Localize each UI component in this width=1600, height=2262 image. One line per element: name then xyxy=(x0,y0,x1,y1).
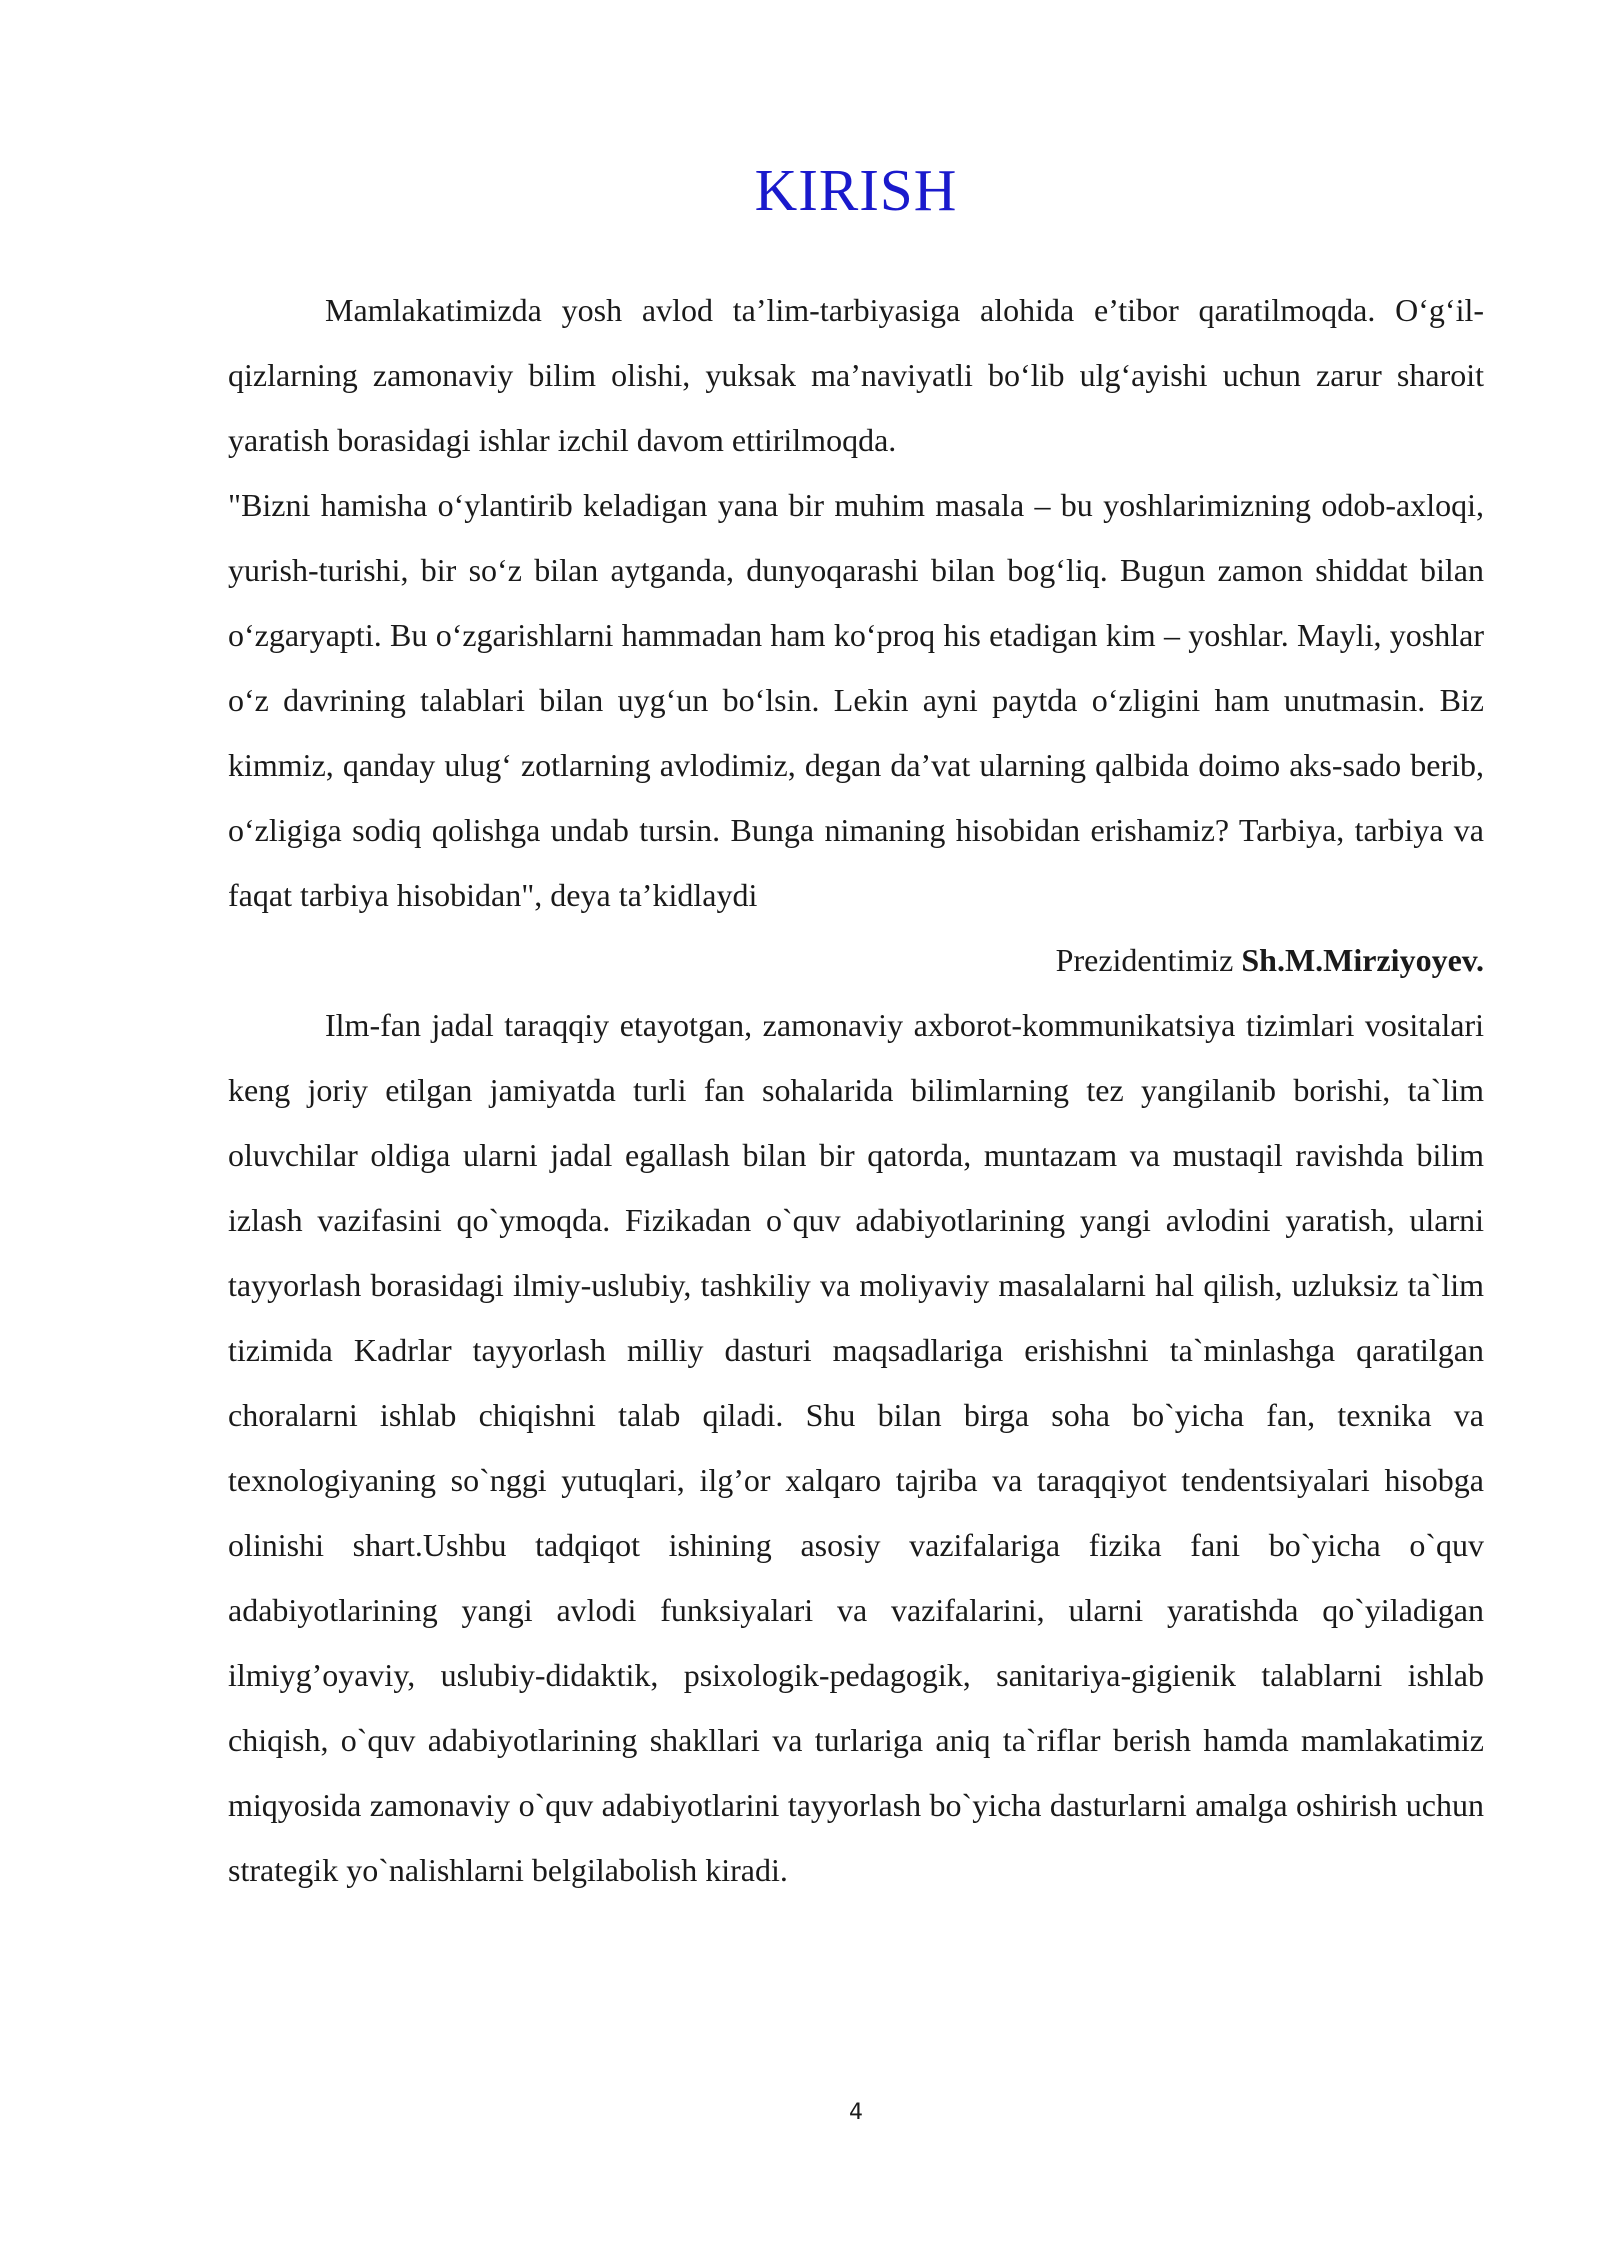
intro-paragraph: Mamlakatimizda yosh avlod ta’lim-tarbiyasiga alohida e’tibor qaratilmoqda. O‘g‘il-qizlarning zamonaviy bilim olishi, yuksak ma’naviyatli bo‘lib ulg‘ayishi uchun zarur sharoit yaratish borasidagi ishlar izchil davom ettirilmoqda. xyxy=(228,292,1484,458)
attribution-name: Sh.M.Mirziyoyev. xyxy=(1241,942,1484,978)
page-number: 4 xyxy=(849,2100,863,2125)
quote-attribution xyxy=(228,928,1484,993)
main-paragraph: Ilm-fan jadal taraqqiy etayotgan, zamonaviy axborot-kommunikatsiya tizimlari vositalari keng joriy etilgan jamiyatda turli fan sohalarida bilimlarning tez yangilanib borishi, ta`lim oluvchilar oldiga ularni jadal egallash bilan bir qatorda, muntazam va mustaqil ravishda bilim izlash vazifasini qo`ymoqda. Fizikadan o`quv adabiyotlarining yangi avlodini yaratish, ularni tayyorlash borasidagi ilmiy-uslubiy, tashkiliy va moliyaviy masalalarni hal qilish, uzluksiz ta`lim tizimida Kadrlar tayyorlash milliy dasturi maqsadlariga erishishni ta`minlashga qaratilgan choralarni ishlab chiqishni talab qiladi. Shu bilan birga soha bo`yicha fan, texnika va texnologiyaning so`nggi yutuqlari, ilg’or xalqaro tajriba va taraqqiyot tendentsiyalari hisobga olinishi shart.Ushbu tadqiqot ishining asosiy vazifalariga fizika fani bo`yicha o`quv adabiyotlarining yangi avlodi funksiyalari va vazifalarini, ularni yaratishda qo`yiladigan ilmiyg’oyaviy, uslubiy-didaktik, psixologik-pedagogik, sanitariya-gigienik talablarni ishlab chiqish, o`quv adabiyotlarining shakllari va turlariga aniq ta`riflar berish hamda mamlakatimiz miqyosida zamonaviy o`quv adabiyotlarini tayyorlash bo`yicha dasturlarni amalga oshirish uchun strategik yo`nalishlarni belgilabolish kiradi. xyxy=(228,1007,1484,1888)
attribution-prefix: Prezidentimiz xyxy=(1055,942,1234,978)
body-text xyxy=(228,278,1484,1903)
president-quote: "Bizni hamisha o‘ylantirib keladigan yana bir muhim masala – bu yoshlarimizning odob-axloqi, yurish-turishi, bir so‘z bilan aytganda, dunyoqarashi bilan bog‘liq. Bugun zamon shiddat bilan o‘zgaryapti. Bu o‘zgarishlarni hammadan ham ko‘proq his etadigan kim – yoshlar. Mayli, yoshlar o‘z davrining talablari bilan uyg‘un bo‘lsin. Lekin ayni paytda o‘zligini ham unutmasin. Biz kimmiz, qanday ulug‘ zotlarning avlodimiz, degan da’vat ularning qalbida doimo aks-sado berib, o‘zligiga sodiq qolishga undab tursin. Bunga nimaning hisobidan erishamiz? Tarbiya, tarbiya va faqat tarbiya hisobidan", deya ta’kidlaydi xyxy=(228,487,1484,913)
page-title: KIRISH xyxy=(754,157,958,223)
